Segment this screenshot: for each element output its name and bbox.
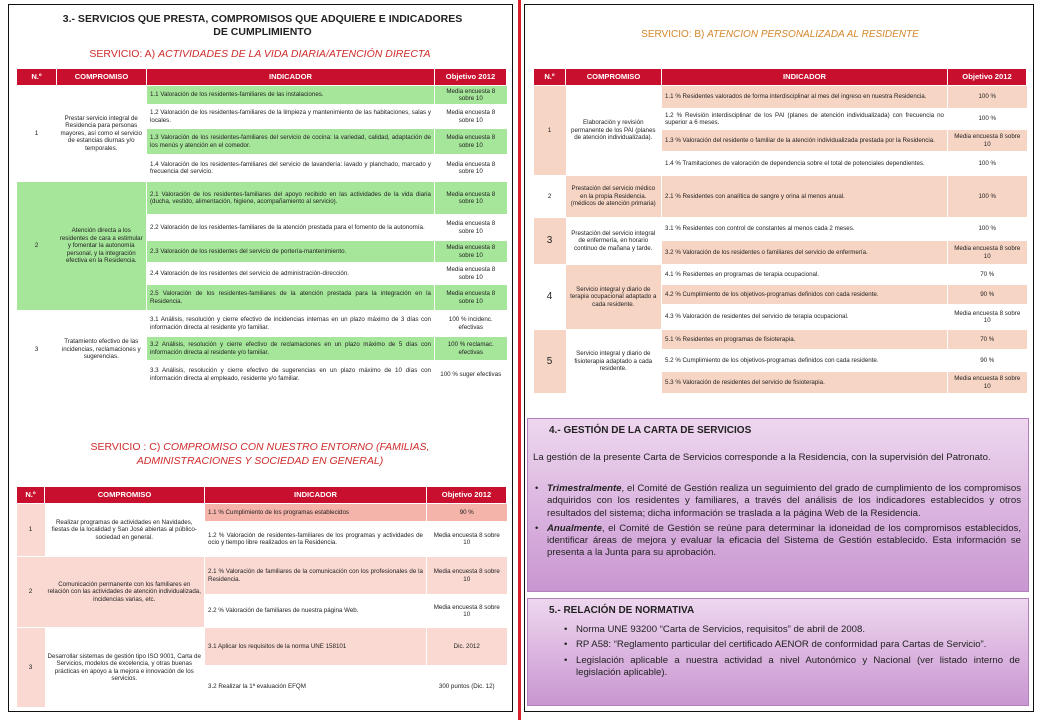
commitment-text: Servicio integral y diario de terapia ocupacional adaptado a cada residente. [566,265,662,330]
indicator: 1.1 Valoración de los residentes-familiares de las instalaciones. [147,86,435,105]
objective: Media encuesta 8 sobre 10 [435,86,507,105]
page-divider [518,0,521,720]
indicator: 2.2 % Valoración de familiares de nuestra página Web. [205,595,427,628]
indicator: 5.3 % Valoración de residentes del servicio de fisioterapia. [662,372,948,394]
commitment-text: Prestar servicio integral de Residencia para personas mayores, así como el servicio de estancias diurnas y/o temporales. [57,86,147,182]
service-c-title: SERVICIO : C) COMPROMISO CON NUESTRO ENTORNO (FAMILIAS, ADMINISTRACIONES Y SOCIEDAD EN GENERAL) [90,441,430,467]
commitment-number: 5 [534,330,566,394]
col-indicador: INDICADOR [662,69,948,86]
objective: Media encuesta 8 sobre 10 [948,372,1027,394]
col-objetivo: Objetivo 2012 [948,69,1027,86]
commitment-text: Desarrollar sistemas de gestión tipo ISO 9001, Carta de Servicios, modelos de excelencia, y otras buenas prácticas en apoyo a la mejora e innovación de los servicios. [45,628,205,708]
commitment-number: 2 [17,557,45,628]
col-n: N.º [17,487,45,504]
objective: 70 % [948,330,1027,350]
service-a-title: SERVICIO: A) ACTIVIDADES DE LA VIDA DIARIA/ATENCIÓN DIRECTA [89,48,431,60]
list-item: • Legislación aplicable a nuestra actividad a nivel Autonómico y Nacional (ver listado interno de legislación aplicable). [562,655,1020,680]
list-item: • Norma UNE 93200 “Carta de Servicios, requisitos” de abril de 2008. [562,624,1020,636]
indicator: 1.4 % Tramitaciones de valoración de dependencia sobre el total de potenciales dependientes. [662,152,948,176]
commitment-number: 1 [534,86,566,176]
table-service-c [16,486,507,708]
list-item: • RP A58: “Reglamento particular del certificado AENOR de conformidad para Cartas de Servicio”. [562,639,1020,651]
objective: Media encuesta 8 sobre 10 [435,155,507,182]
objective: 100 % [948,176,1027,218]
commitment-text: Prestación del servicio integral de enfermería, en horario continuo de mañana y tarde. [566,218,662,265]
list-item: • Anualmente, el Comité de Gestión se reúne para determinar la idoneidad de los compromisos establecidos, identificar áreas de mejora y evaluar la eficacia del Sistema de Gestión establecido. Esta información se presenta a la Junta para su aprobación. [533,523,1021,560]
objective: Media encuesta 8 sobre 10 [435,105,507,129]
commitment-number: 1 [17,86,57,182]
objective: 90 % [948,285,1027,305]
indicator: 1.1 % Residentes valorados de forma interdisciplinar al mes del ingreso en nuestra Residencia. [662,86,948,109]
objective: 100 % [948,152,1027,176]
indicator: 3.2 % Valoración de los residentes o familiares del servicio de enfermería. [662,241,948,265]
objective: Media encuesta 8 sobre 10 [435,182,507,215]
section-5-title: 5.- RELACIÓN DE NORMATIVA [549,605,695,616]
indicator: 4.3 % Valoración de residentes del servicio de terapia ocupacional. [662,305,948,330]
objective: 100 % [948,86,1027,109]
objective: Media encuesta 8 sobre 10 [948,130,1027,152]
objective: 100 % [948,218,1027,241]
indicator: 2.3 Valoración de los residentes del servicio de portería-mantenimiento. [147,241,435,263]
table-service-a [16,68,507,389]
col-indicador: INDICADOR [147,69,435,86]
service-b-title: SERVICIO: B) ATENCION PERSONALIZADA AL RESIDENTE [641,29,919,40]
col-objetivo: Objetivo 2012 [435,69,507,86]
objective: Media encuesta 8 sobre 10 [948,305,1027,330]
indicator: 3.2 Análisis, resolución y cierre efectivo de reclamaciones en un plazo máximo de 5 días con información directa al residente y/o familiar. [147,337,435,361]
indicator: 4.2 % Cumplimiento de los objetivos-programas definidos con cada residente. [662,285,948,305]
objective: 100 % suger efectivas [435,361,507,389]
objective: 90 % [948,350,1027,372]
indicator: 2.1 Valoración de los residentes-familiares del apoyo recibido en las actividades de la vida diaria (ducha, vestido, alimentación, higiene, acompañamiento al servicio). [147,182,435,215]
objective: Media encuesta 8 sobre 10 [435,241,507,263]
commitment-number: 2 [17,182,57,311]
col-compromiso: COMPROMISO [57,69,147,86]
commitment-text: Tratamiento efectivo de las incidencias, reclamaciones y sugerencias. [57,311,147,389]
col-indicador: INDICADOR [205,487,427,504]
indicator: 1.2 % Revisión interdisciplinar de los PAI (planes de atención individualizada) con frecuencia no superior a 6 meses. [662,109,948,130]
commitment-number: 3 [17,311,57,389]
commitment-number: 2 [534,176,566,218]
objective: 100 % reclamac. efectivas [435,337,507,361]
indicator: 2.1 % Residentes con analítica de sangre y orina al menos anual. [662,176,948,218]
indicator: 2.5 Valoración de los residentes-familiares de la atención prestada para la integración en la Residencia. [147,285,435,311]
indicator: 2.2 Valoración de los residentes-familiares de la atención prestada para el fomento de la autonomía. [147,215,435,241]
indicator: 1.2 % Valoración de residentes-familiares de los programas y actividades de ocio y tiempo libre realizados en la Residencia. [205,522,427,557]
indicator: 5.1 % Residentes en programas de fisioterapia. [662,330,948,350]
indicator: 3.2 Realizar la 1ª evaluación EFQM [205,666,427,708]
objective: Media encuesta 8 sobre 10 [435,215,507,241]
commitment-number: 4 [534,265,566,330]
indicator: 2.4 Valoración de los residentes del servicio de administración-dirección. [147,263,435,285]
section-4-title: 4.- GESTIÓN DE LA CARTA DE SERVICIOS [549,425,752,436]
section-4-intro: La gestión de la presente Carta de Servicios corresponde a la Residencia, con la supervisión del Patronato. [533,452,991,463]
indicator: 2.1 % Valoración de familiares de la comunicación con los profesionales de la Residencia. [205,557,427,595]
indicator: 1.1 % Cumplimiento de los programas establecidos [205,504,427,522]
col-objetivo: Objetivo 2012 [427,487,507,504]
objective: Dic. 2012 [427,628,507,666]
table-service-b [533,68,1027,394]
commitment-text: Elaboración y revisión permanente de los PAI (planes de atención individualizada). [566,86,662,176]
col-n: N.º [17,69,57,86]
indicator: 1.3 Valoración de los residentes-familiares del servicio de cocina: la variedad, calidad, adaptación de los menús y atención en el comedor. [147,129,435,155]
objective: Media encuesta 8 sobre 10 [435,129,507,155]
objective: Media encuesta 8 sobre 10 [435,285,507,311]
commitment-number: 1 [17,504,45,557]
objective: 70 % [948,265,1027,285]
col-compromiso: COMPROMISO [566,69,662,86]
section-4-list [533,483,1021,563]
objective: 300 puntos (Dic. 12) [427,666,507,708]
commitment-number: 3 [17,628,45,708]
indicator: 3.1 % Residentes con control de constantes al menos cada 2 meses. [662,218,948,241]
objective: Media encuesta 8 sobre 10 [435,263,507,285]
indicator: 5.2 % Cumplimiento de los objetivos-programas definidos con cada residente. [662,350,948,372]
objective: 100 % incidenc. efectivas [435,311,507,337]
indicator: 3.3 Análisis, resolución y cierre efectivo de sugerencias en un plazo máximo de 10 días con información directa al empleado, residente y/o familiar. [147,361,435,389]
indicator: 3.1 Análisis, resolución y cierre efectivo de incidencias internas en un plazo máximo de 3 días con información directa al residente y/o familiar. [147,311,435,337]
objective: Media encuesta 8 sobre 10 [427,522,507,557]
indicator: 1.2 Valoración de los residentes-familiares de la limpieza y mantenimiento de las habitaciones, salas y locales. [147,105,435,129]
indicator: 3.1 Aplicar los requisitos de la norma UNE 158101 [205,628,427,666]
commitment-text: Prestación del servicio médico en la propia Residencia. (médicos de atención primaria) [566,176,662,218]
indicator: 1.3 % Valoración del residente o familiar de la atención individualizada prestada por la Residencia. [662,130,948,152]
commitment-text: Servicio integral y diario de fisioterapia adaptado a cada residente. [566,330,662,394]
objective: Media encuesta 8 sobre 10 [427,595,507,628]
indicator: 4.1 % Residentes en programas de terapia ocupacional. [662,265,948,285]
section-3-title: 3.- SERVICIOS QUE PRESTA, COMPROMISOS QUE ADQUIERE E INDICADORES DE CUMPLIMIENTO [62,13,463,38]
commitment-text: Realizar programas de actividades en Navidades, fiestas de la localidad y San José abiertas al público-sociedad en general. [45,504,205,557]
objective: Media encuesta 8 sobre 10 [948,241,1027,265]
commitment-text: Comunicación permanente con los familiares en relación con las actividades de atención individualizada, incidencias varias, etc. [45,557,205,628]
objective: Media encuesta 8 sobre 10 [427,557,507,595]
indicator: 1.4 Valoración de los residentes-familiares del servicio de lavandería: lavado y planchado, marcado y frecuencia del servicio. [147,155,435,182]
list-item: • Trimestralmente, el Comité de Gestión realiza un seguimiento del grado de cumplimiento de los compromisos adquiridos con los residentes y familiares, a través del análisis de los indicadores establecidos y otros resultados del sistema; dicha información se traslada a la página Web de la Residencia. [533,483,1021,520]
col-compromiso: COMPROMISO [45,487,205,504]
objective: 100 % [948,109,1027,130]
col-n: N.º [534,69,566,86]
section-5-list [562,624,1020,682]
objective: 90 % [427,504,507,522]
commitment-number: 3 [534,218,566,265]
commitment-text: Atención directa a los residentes de cara a estimular y fomentar la autonomía personal, y la integración efectiva en la Residencia. [57,182,147,311]
